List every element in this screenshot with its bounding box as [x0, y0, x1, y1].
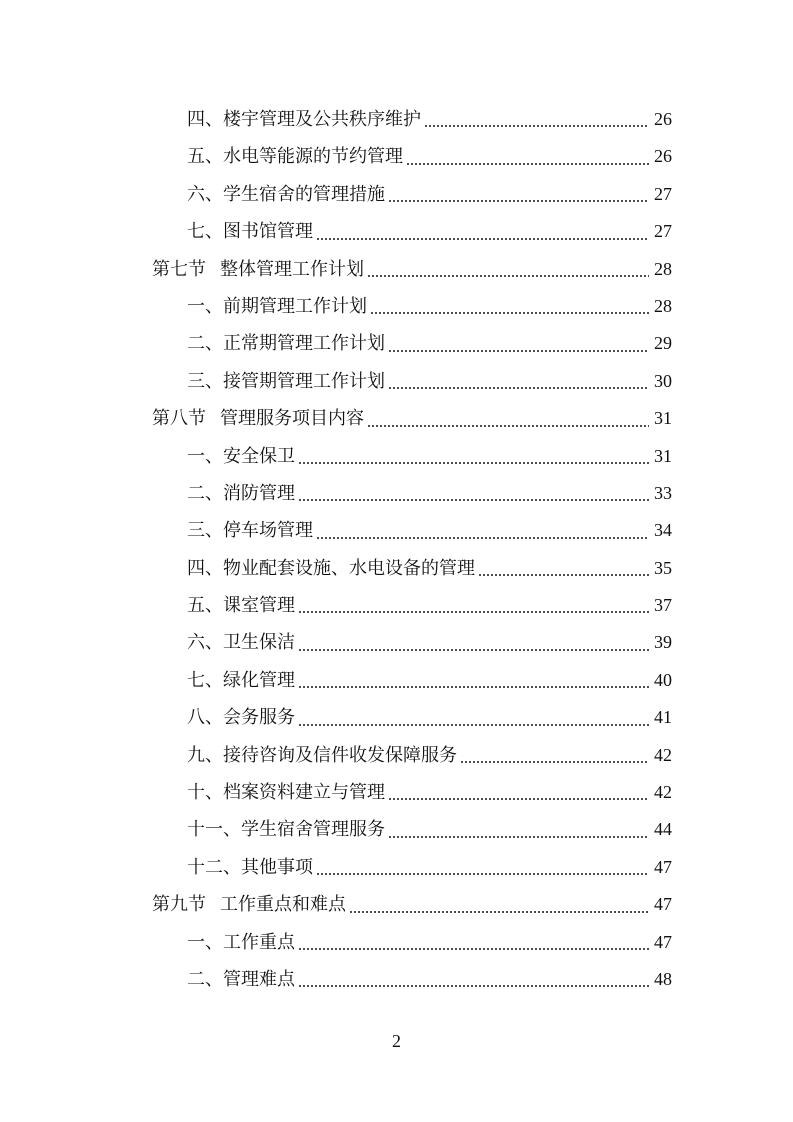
toc-entry-title: 八、会务服务 [187, 707, 295, 729]
toc-item-entry[interactable] [0, 325, 793, 362]
dot-leader [388, 798, 649, 800]
dot-leader [367, 275, 649, 277]
toc-entry-label [187, 176, 385, 213]
toc-section-entry[interactable] [0, 400, 793, 437]
toc-page-number: 48 [654, 968, 672, 989]
toc-page-number: 47 [654, 931, 672, 952]
toc-item-entry[interactable] [0, 924, 793, 961]
toc-item-entry[interactable] [0, 699, 793, 736]
toc-entry-label [187, 101, 421, 138]
toc-item-entry[interactable] [0, 438, 793, 475]
toc-section-entry[interactable] [0, 886, 793, 923]
toc-item-entry[interactable] [0, 737, 793, 774]
toc-page-number: 39 [654, 632, 672, 653]
dot-leader [388, 836, 649, 838]
dot-leader [298, 462, 649, 464]
toc-entry-label [187, 288, 367, 325]
toc-entry-label [187, 550, 475, 587]
toc-item-entry[interactable] [0, 811, 793, 848]
toc-entry-label [152, 400, 364, 437]
dot-leader [424, 125, 649, 127]
toc-entry-label [187, 624, 295, 661]
page-number: 2 [392, 1031, 401, 1051]
toc-item-entry[interactable] [0, 624, 793, 661]
dot-leader [367, 425, 649, 427]
toc-entry-label [187, 699, 295, 736]
toc-entry-label [187, 662, 295, 699]
dot-leader [460, 761, 649, 763]
toc-entry-label [187, 512, 313, 549]
toc-page-number: 41 [654, 707, 672, 728]
toc-entry-label [187, 325, 385, 362]
toc-item-entry[interactable] [0, 662, 793, 699]
toc-item-entry[interactable] [0, 138, 793, 175]
toc-entry-label [187, 961, 295, 998]
toc-item-entry[interactable] [0, 176, 793, 213]
dot-leader [349, 911, 649, 913]
toc-entry-label [187, 587, 295, 624]
toc-page-number: 33 [654, 482, 672, 503]
toc-page-number: 27 [654, 221, 672, 242]
toc-entry-title: 三、停车场管理 [187, 520, 313, 542]
toc-entry-title: 七、图书馆管理 [187, 221, 313, 243]
toc-item-entry[interactable] [0, 961, 793, 998]
toc-entry-title: 二、正常期管理工作计划 [187, 333, 385, 355]
toc-entry-title: 四、楼宇管理及公共秩序维护 [187, 109, 421, 130]
dot-leader [316, 537, 649, 539]
toc-entry-title: 十、档案资料建立与管理 [187, 782, 385, 804]
dot-leader [388, 200, 649, 202]
toc-entry-label [152, 251, 364, 288]
dot-leader [316, 238, 649, 240]
toc-item-entry[interactable] [0, 288, 793, 325]
toc-item-entry[interactable] [0, 587, 793, 624]
dot-leader [298, 649, 649, 651]
dot-leader [298, 499, 649, 501]
dot-leader [298, 724, 649, 726]
toc-entry-label [187, 774, 385, 811]
toc-page-number: 28 [654, 295, 672, 316]
toc-entry-label [187, 849, 313, 886]
dot-leader [370, 312, 649, 314]
toc-entry-label [187, 475, 295, 512]
toc-page-number: 44 [654, 819, 672, 840]
toc-entry-title: 七、绿化管理 [187, 669, 295, 691]
toc-page-number: 34 [654, 520, 672, 541]
toc-entry-title: 一、工作重点 [187, 931, 295, 953]
toc-item-entry[interactable] [0, 101, 793, 138]
table-of-contents [0, 101, 793, 998]
toc-entry-label [187, 924, 295, 961]
toc-page-number: 47 [654, 894, 672, 915]
dot-leader [388, 387, 649, 389]
toc-entry-title: 管理服务项目内容 [220, 408, 364, 430]
toc-entry-title: 四、物业配套设施、水电设备的管理 [187, 557, 475, 579]
toc-page-number: 35 [654, 557, 672, 578]
dot-leader [478, 574, 649, 576]
toc-item-entry[interactable] [0, 213, 793, 250]
toc-section-entry[interactable] [0, 251, 793, 288]
toc-entry-title: 五、课室管理 [187, 595, 295, 617]
toc-entry-title: 五、水电等能源的节约管理 [187, 146, 403, 168]
dot-leader [316, 873, 649, 875]
toc-item-entry[interactable] [0, 512, 793, 549]
toc-item-entry[interactable] [0, 550, 793, 587]
toc-page-number: 26 [654, 109, 672, 129]
toc-entry-label [187, 213, 313, 250]
toc-page-number: 26 [654, 146, 672, 167]
toc-page-number: 29 [654, 333, 672, 354]
toc-section-number: 第七节 [152, 258, 206, 280]
dot-leader [298, 948, 649, 950]
toc-entry-title: 三、接管期管理工作计划 [187, 370, 385, 392]
toc-page-number: 42 [654, 744, 672, 765]
toc-page-number: 31 [654, 445, 672, 466]
toc-item-entry[interactable] [0, 363, 793, 400]
dot-leader [298, 611, 649, 613]
toc-entry-label [187, 363, 385, 400]
toc-section-number: 第九节 [152, 894, 206, 916]
toc-entry-title: 六、学生宿舍的管理措施 [187, 183, 385, 205]
toc-page-number: 40 [654, 669, 672, 690]
toc-entry-title: 十一、学生宿舍管理服务 [187, 819, 385, 841]
toc-entry-title: 整体管理工作计划 [220, 258, 364, 280]
toc-page-number: 27 [654, 183, 672, 204]
dot-leader [298, 686, 649, 688]
dot-leader [406, 163, 649, 165]
toc-page-number: 47 [654, 856, 672, 877]
toc-page-number: 42 [654, 782, 672, 803]
toc-entry-label [187, 811, 385, 848]
toc-entry-label [187, 737, 457, 774]
dot-leader [388, 350, 649, 352]
toc-entry-title: 二、管理难点 [187, 968, 295, 990]
toc-entry-label [152, 886, 346, 923]
toc-page-number: 28 [654, 258, 672, 279]
toc-entry-title: 二、消防管理 [187, 482, 295, 504]
toc-page-number: 37 [654, 595, 672, 616]
toc-entry-title: 工作重点和难点 [220, 894, 346, 916]
toc-entry-title: 一、前期管理工作计划 [187, 295, 367, 317]
toc-page-number: 30 [654, 370, 672, 391]
toc-item-entry[interactable] [0, 475, 793, 512]
dot-leader [298, 985, 649, 987]
toc-section-number: 第八节 [152, 408, 206, 430]
toc-entry-title: 十二、其他事项 [187, 856, 313, 878]
toc-entry-title: 六、卫生保洁 [187, 632, 295, 654]
toc-entry-title: 一、安全保卫 [187, 445, 295, 467]
toc-item-entry[interactable] [0, 849, 793, 886]
toc-entry-label [187, 438, 295, 475]
toc-entry-title: 九、接待咨询及信件收发保障服务 [187, 744, 457, 766]
toc-entry-label [187, 138, 403, 175]
toc-item-entry[interactable] [0, 774, 793, 811]
toc-page-number: 31 [654, 408, 672, 429]
